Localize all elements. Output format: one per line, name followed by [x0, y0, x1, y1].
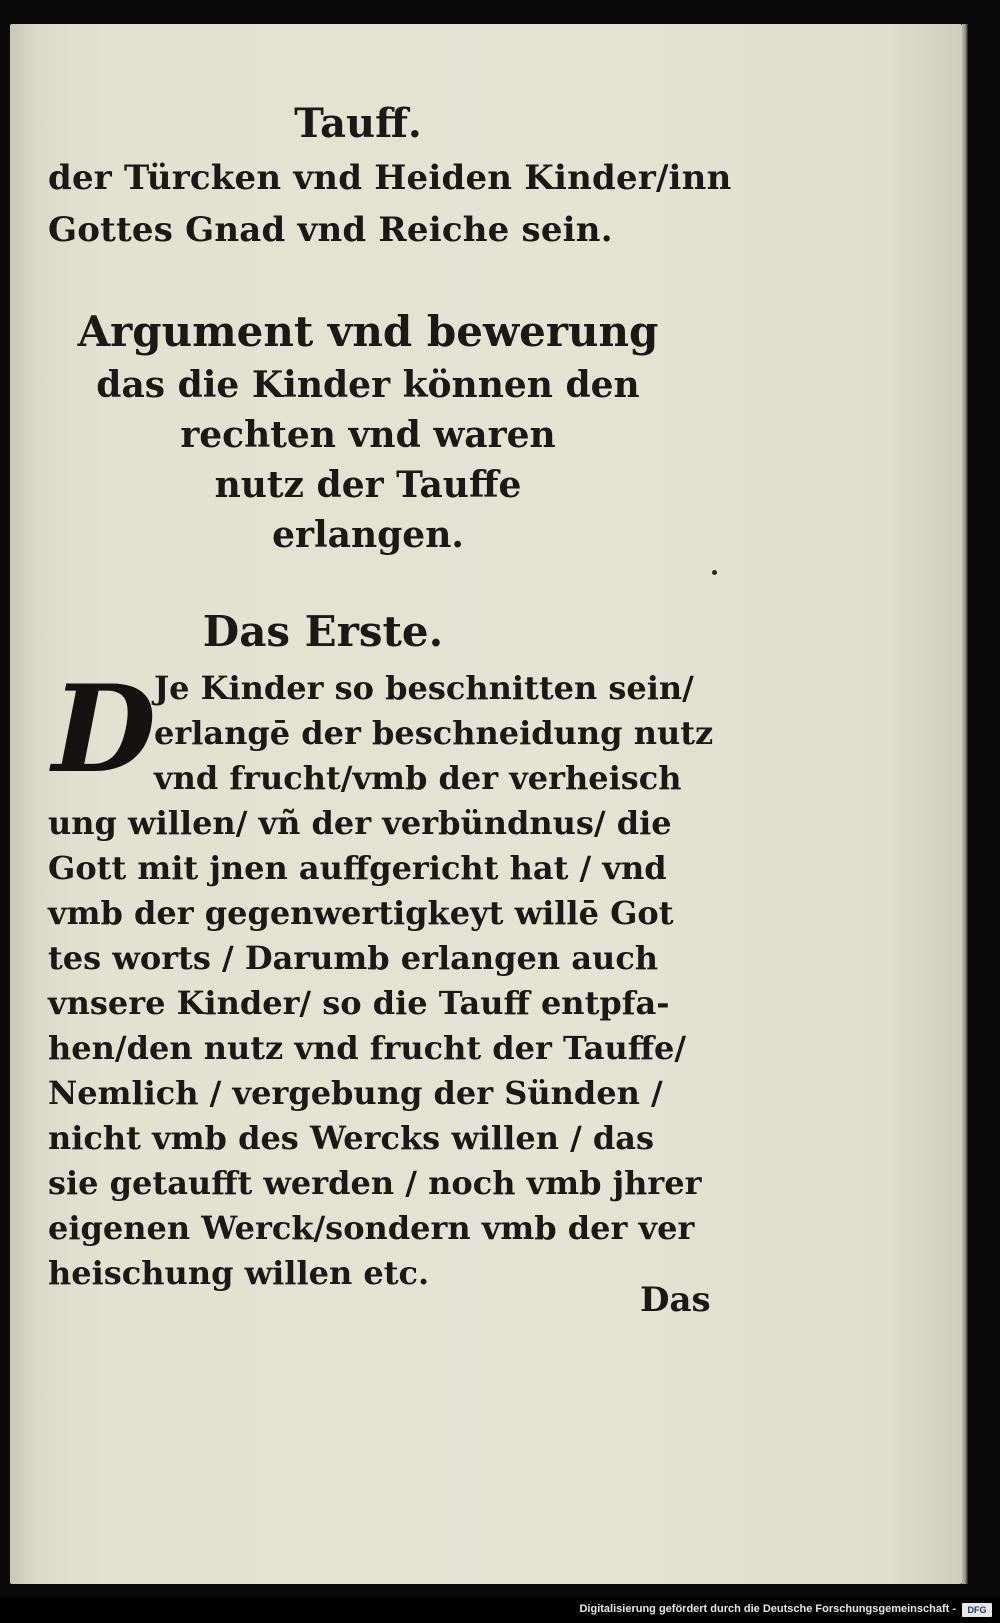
- body-line: Gott mit jnen auffgericht hat / vnd: [48, 849, 667, 887]
- body-line: sie getaufft werden / noch vmb jhrer: [48, 1164, 702, 1202]
- argument-line: rechten vnd waren: [180, 414, 556, 456]
- argument-line: erlangen.: [272, 514, 464, 556]
- body-text: [48, 659, 748, 1296]
- body-line: vnsere Kinder/ so die Tauff entpfa-: [48, 984, 670, 1022]
- body-line: tes worts / Darumb erlangen auch: [48, 939, 659, 977]
- body-line: Je Kinder so beschnitten sein/: [154, 669, 694, 707]
- argument-line: das die Kinder können den: [96, 364, 640, 406]
- body-line: vmb der gegenwertigkeyt willē Got: [48, 894, 674, 932]
- argument-line: Argument vnd bewerung: [77, 307, 659, 356]
- footer-bar: [0, 1597, 1000, 1623]
- section-title: Das Erste.: [202, 607, 444, 656]
- intro-line: der Türcken vnd Heiden Kinder/inn: [48, 158, 732, 198]
- body-line: Nemlich / vergebung der Sünden /: [48, 1074, 663, 1112]
- running-head: Tauff.: [294, 100, 422, 147]
- intro-text: [48, 152, 748, 256]
- intro-line: Gottes Gnad vnd Reiche sein.: [48, 210, 613, 250]
- argument-line: nutz der Tauffe: [214, 464, 522, 506]
- page-text: [48, 100, 748, 1296]
- body-line: ung willen/ vñ der verbündnus/ die: [48, 804, 672, 842]
- drop-cap: D: [52, 659, 157, 800]
- digitization-credit: Digitalisierung gefördert durch die Deutsche Forschungsgemeinschaft -: [579, 1603, 956, 1615]
- body-line: vnd frucht/vmb der verheisch: [154, 759, 682, 797]
- body-line: nicht vmb des Wercks willen / das: [48, 1119, 655, 1157]
- body-line: heischung willen etc.: [48, 1254, 430, 1292]
- dfg-logo: DFG: [962, 1603, 992, 1617]
- body-line: eigenen Werck/sondern vmb der ver: [48, 1209, 695, 1247]
- argument-heading: [48, 304, 748, 560]
- body-line: erlangē der beschneidung nutz: [154, 714, 714, 752]
- ink-speck: [712, 570, 717, 575]
- catchword: Das: [640, 1280, 711, 1320]
- page-edge: [962, 24, 968, 1584]
- body-line: hen/den nutz vnd frucht der Tauffe/: [48, 1029, 687, 1067]
